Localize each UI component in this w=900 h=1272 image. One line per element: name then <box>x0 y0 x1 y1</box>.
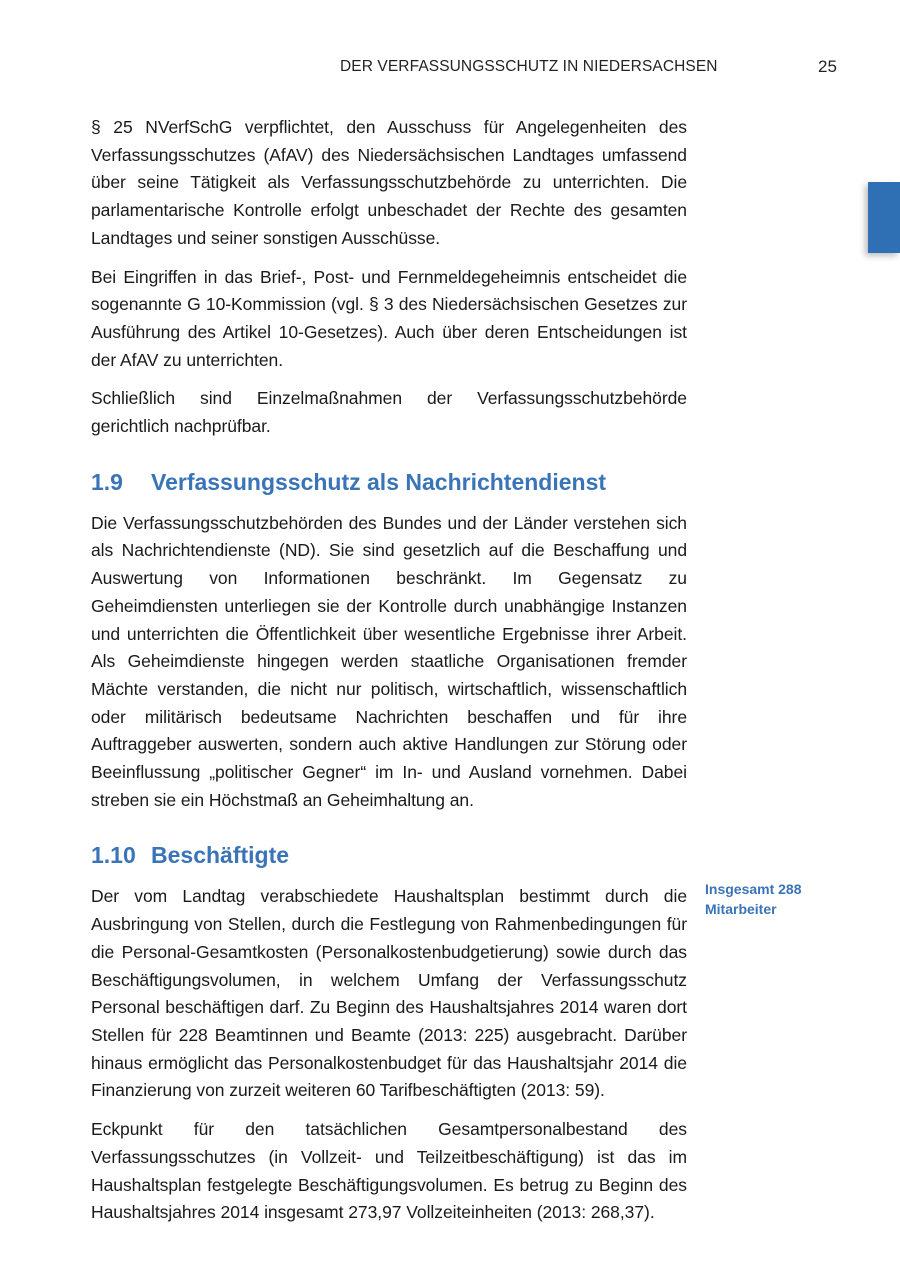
paragraph-judicial-review: Schließlich sind Einzelmaßnahmen der Verfassungsschutzbehörde gerichtlich nachprüfbar. <box>91 388 687 437</box>
section-number: 1.9 <box>91 468 123 495</box>
running-head-title: DER VERFASSUNGSSCHUTZ IN NIEDERSACHSEN <box>340 58 718 75</box>
section-heading-1-9 <box>91 466 687 498</box>
paragraph-budget-staff: Der vom Landtag verabschiedete Haushaltsplan bestimmt durch die Ausbringung von Stellen, durch die Festlegung von Rahmenbedingungen für die Personal-Gesamtkosten (Personalkostenbudgetierung) sowie durch das Beschäftigungsvolumen, in welchem Umfang der Verfassungsschutz Personal beschäftigen darf. Zu Beginn des Haushaltsjahres 2014 waren dort Stellen für 228 Beamtinnen und Beamte (2013: 225) ausgebracht. Darüber hinaus ermöglicht das Personalkostenbudget für das Haushaltsjahr 2014 die Finanzierung von zurzeit weiteren 60 Tarifbeschäftigten (2013: 59). <box>91 886 687 1101</box>
chapter-thumb-tab <box>868 182 900 253</box>
paragraph-g10-commission: Bei Eingriffen in das Brief-, Post- und Fernmeldegeheimnis entscheidet die sogenannte G 10-Kommission (vgl. § 3 des Niedersächsischen Gesetzes zur Ausführung des Artikel 10-Gesetzes). Auch über deren Entscheidungen ist der AfAV zu unterrichten. <box>91 266 687 370</box>
margin-note-total-staff: Insgesamt 288 Mitarbeiter <box>705 881 802 917</box>
paragraph-fte-volume: Eckpunkt für den tatsächlichen Gesamtpersonalbestand des Verfassungsschutzes (in Vollzeit- und Teilzeitbeschäftigung) ist das im Haushaltsplan festgelegte Beschäftigungsvolumen. Es betrug zu Beginn des Haushaltsjahres 2014 insgesamt 273,97 Vollzeiteinheiten (2013: 268,37). <box>91 1119 687 1223</box>
page-number: 25 <box>818 57 837 76</box>
paragraph-intelligence-service: Die Verfassungsschutzbehörden des Bundes und der Länder verstehen sich als Nachrichtendienste (ND). Sie sind gesetzlich auf die Beschaffung und Auswertung von Informationen beschränkt. Im Gegensatz zu Geheimdiensten unterliegen sie der Kontrolle durch unabhängige Instanzen und unterrichten die Öffentlichkeit über wesentliche Ergebnisse ihrer Arbeit. Als Geheimdienste hingegen werden staatliche Organisationen fremder Mächte verstanden, die nicht nur politisch, wirtschaftlich, wissenschaftlich oder militärisch bedeutsame Nachrichten beschaffen und für ihre Auftraggeber auswerten, sondern auch aktive Handlungen zur Störung oder Beeinflussung „politischer Gegner“ im In- und Ausland vornehmen. Dabei streben sie ein Höchstmaß an Geheimhaltung an. <box>91 512 687 810</box>
page-content <box>91 114 687 1227</box>
section-title: Beschäftigte <box>151 842 290 869</box>
section-heading-1-10 <box>91 839 687 871</box>
section-title: Verfassungsschutz als Nachrichtendienst <box>151 468 607 495</box>
section-number: 1.10 <box>91 842 136 869</box>
paragraph-afav-reporting: § 25 NVerfSchG verpflichtet, den Ausschuss für Angelegenheiten des Verfassungsschutzes (AfAV) des Niedersächsischen Landtages umfassend über seine Tätigkeit als Verfassungsschutzbehörde zu unterrichten. Die parlamentarische Kontrolle erfolgt unbeschadet der Rechte des gesamten Landtages und seiner sonstigen Ausschüsse. <box>91 117 687 248</box>
